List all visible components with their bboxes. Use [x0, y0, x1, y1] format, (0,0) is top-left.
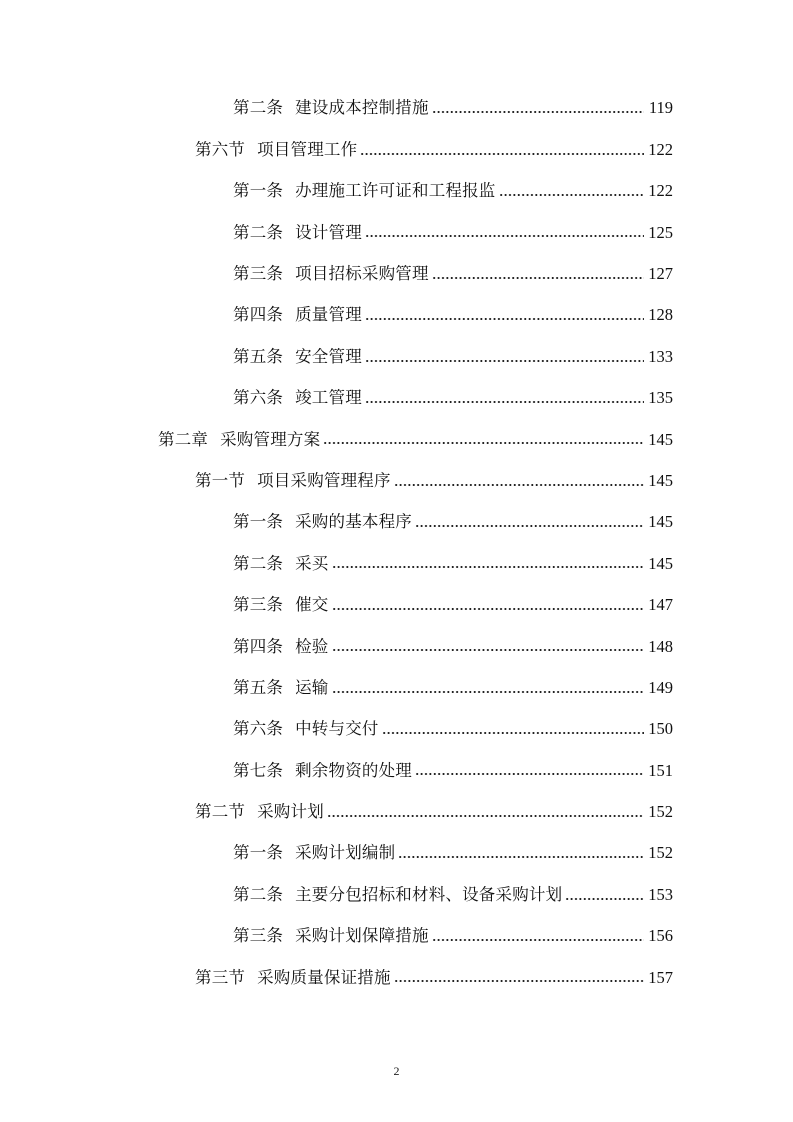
- dot-leader: [432, 100, 644, 117]
- toc-entry-label: 第六条: [233, 719, 284, 739]
- toc-entry-label: 第二条: [233, 884, 284, 904]
- dot-leader: [332, 680, 644, 697]
- toc-entry-page-number: 148: [648, 636, 673, 656]
- dot-leader: [360, 142, 644, 159]
- toc-entry-title: 剩余物资的处理: [295, 760, 413, 780]
- toc-entry-page-number: 133: [648, 346, 673, 366]
- toc-entry-title: 采购管理方案: [220, 429, 321, 449]
- toc-entry-title: 催交: [295, 595, 329, 615]
- toc-entry[interactable]: [0, 833, 793, 874]
- dot-leader: [382, 721, 644, 738]
- toc-entry-label: 第三条: [233, 264, 284, 283]
- toc-entry[interactable]: [0, 336, 793, 377]
- toc-entry[interactable]: [0, 461, 793, 502]
- toc-entry-title: 采买: [295, 553, 329, 573]
- toc-entry-title: 安全管理: [295, 346, 362, 366]
- dot-leader: [323, 432, 644, 449]
- dot-leader: [432, 266, 644, 283]
- toc-entry-label: 第五条: [233, 346, 284, 366]
- toc-entry-label: 第一条: [233, 512, 284, 532]
- toc-entry[interactable]: [0, 254, 793, 295]
- dot-leader: [415, 514, 644, 531]
- toc-entry-page-number: 135: [648, 388, 673, 408]
- toc-entry-title: 中转与交付: [295, 719, 379, 739]
- toc-entry-page-number: 127: [648, 264, 673, 283]
- toc-entry-page-number: 150: [648, 719, 673, 739]
- toc-entry-page-number: 145: [648, 470, 673, 490]
- toc-entry[interactable]: [0, 212, 793, 253]
- toc-entry-page-number: 151: [648, 760, 673, 780]
- toc-entry-label: 第五条: [233, 677, 284, 697]
- toc-entry-page-number: 145: [648, 429, 673, 449]
- toc-entry-page-number: 125: [648, 222, 673, 242]
- dot-leader: [365, 307, 644, 324]
- toc-entry-page-number: 156: [648, 926, 673, 946]
- toc-entry-label: 第六条: [233, 388, 284, 408]
- dot-leader: [415, 763, 644, 780]
- toc-entry[interactable]: [0, 502, 793, 543]
- dot-leader: [332, 556, 644, 573]
- table-of-contents: [0, 88, 793, 999]
- toc-entry-label: 第四条: [233, 305, 284, 325]
- dot-leader: [398, 845, 644, 862]
- toc-entry-label: 第二节: [195, 802, 246, 822]
- toc-entry-title: 项目招标采购管理: [295, 264, 429, 283]
- toc-entry[interactable]: [0, 585, 793, 626]
- toc-entry-title: 采购的基本程序: [295, 512, 413, 532]
- toc-entry-label: 第二条: [233, 553, 284, 573]
- toc-entry-title: 采购计划编制: [295, 843, 396, 863]
- dot-leader: [565, 887, 644, 904]
- dot-leader: [365, 390, 644, 407]
- toc-entry-label: 第一节: [195, 470, 246, 490]
- dot-leader: [365, 349, 644, 366]
- toc-entry-label: 第二条: [233, 98, 284, 118]
- toc-entry-page-number: 145: [648, 512, 673, 532]
- toc-entry-label: 第三节: [195, 967, 246, 987]
- page-number: 2: [393, 1064, 400, 1078]
- toc-entry-label: 第一条: [233, 181, 284, 201]
- toc-entry-title: 采购质量保证措施: [257, 967, 391, 987]
- dot-leader: [332, 639, 644, 656]
- toc-entry[interactable]: [0, 957, 793, 998]
- toc-entry[interactable]: [0, 667, 793, 708]
- toc-entry-title: 办理施工许可证和工程报监: [295, 181, 496, 201]
- toc-entry[interactable]: [0, 129, 793, 170]
- toc-entry[interactable]: [0, 709, 793, 750]
- toc-entry-title: 主要分包招标和材料、设备采购计划: [295, 884, 563, 904]
- toc-entry-label: 第六节: [195, 139, 246, 159]
- toc-entry-title: 采购计划: [257, 802, 324, 822]
- toc-entry-title: 项目采购管理程序: [257, 470, 391, 490]
- toc-entry[interactable]: [0, 543, 793, 584]
- dot-leader: [432, 928, 644, 945]
- toc-entry[interactable]: [0, 88, 793, 129]
- toc-entry-page-number: 122: [648, 181, 673, 201]
- toc-entry[interactable]: [0, 750, 793, 791]
- toc-entry-page-number: 119: [648, 98, 673, 118]
- toc-entry-title: 检验: [295, 636, 329, 656]
- toc-entry[interactable]: [0, 792, 793, 833]
- toc-entry[interactable]: [0, 626, 793, 667]
- dot-leader: [394, 970, 644, 987]
- toc-entry-page-number: 149: [648, 677, 673, 697]
- toc-entry-title: 采购计划保障措施: [295, 926, 429, 946]
- toc-entry-label: 第三条: [233, 595, 284, 615]
- toc-entry-label: 第一条: [233, 843, 284, 863]
- toc-entry-label: 第二条: [233, 222, 284, 242]
- dot-leader: [332, 597, 644, 614]
- toc-entry[interactable]: [0, 295, 793, 336]
- toc-entry-page-number: 147: [648, 595, 673, 615]
- toc-entry-page-number: 157: [648, 967, 673, 987]
- toc-entry-page-number: 153: [648, 884, 673, 904]
- toc-entry-title: 运输: [295, 677, 329, 697]
- toc-entry-label: 第三条: [233, 926, 284, 946]
- toc-entry-page-number: 145: [648, 553, 673, 573]
- toc-entry-title: 设计管理: [295, 222, 362, 242]
- toc-entry-label: 第四条: [233, 636, 284, 656]
- toc-entry[interactable]: [0, 378, 793, 419]
- dot-leader: [394, 473, 644, 490]
- dot-leader: [365, 225, 644, 242]
- toc-entry[interactable]: [0, 171, 793, 212]
- toc-entry-label: 第七条: [233, 760, 284, 780]
- toc-entry[interactable]: [0, 419, 793, 460]
- toc-entry-page-number: 152: [648, 843, 673, 863]
- toc-entry-title: 质量管理: [295, 305, 362, 325]
- toc-entry-title: 竣工管理: [295, 388, 362, 408]
- toc-entry-title: 项目管理工作: [257, 139, 358, 159]
- toc-entry[interactable]: [0, 916, 793, 957]
- toc-entry-page-number: 122: [648, 139, 673, 159]
- toc-entry-title: 建设成本控制措施: [295, 98, 429, 118]
- dot-leader: [327, 804, 644, 821]
- dot-leader: [499, 183, 644, 200]
- toc-entry-label: 第二章: [158, 429, 209, 449]
- toc-entry-page-number: 128: [648, 305, 673, 325]
- toc-entry[interactable]: [0, 874, 793, 915]
- toc-entry-page-number: 152: [648, 802, 673, 822]
